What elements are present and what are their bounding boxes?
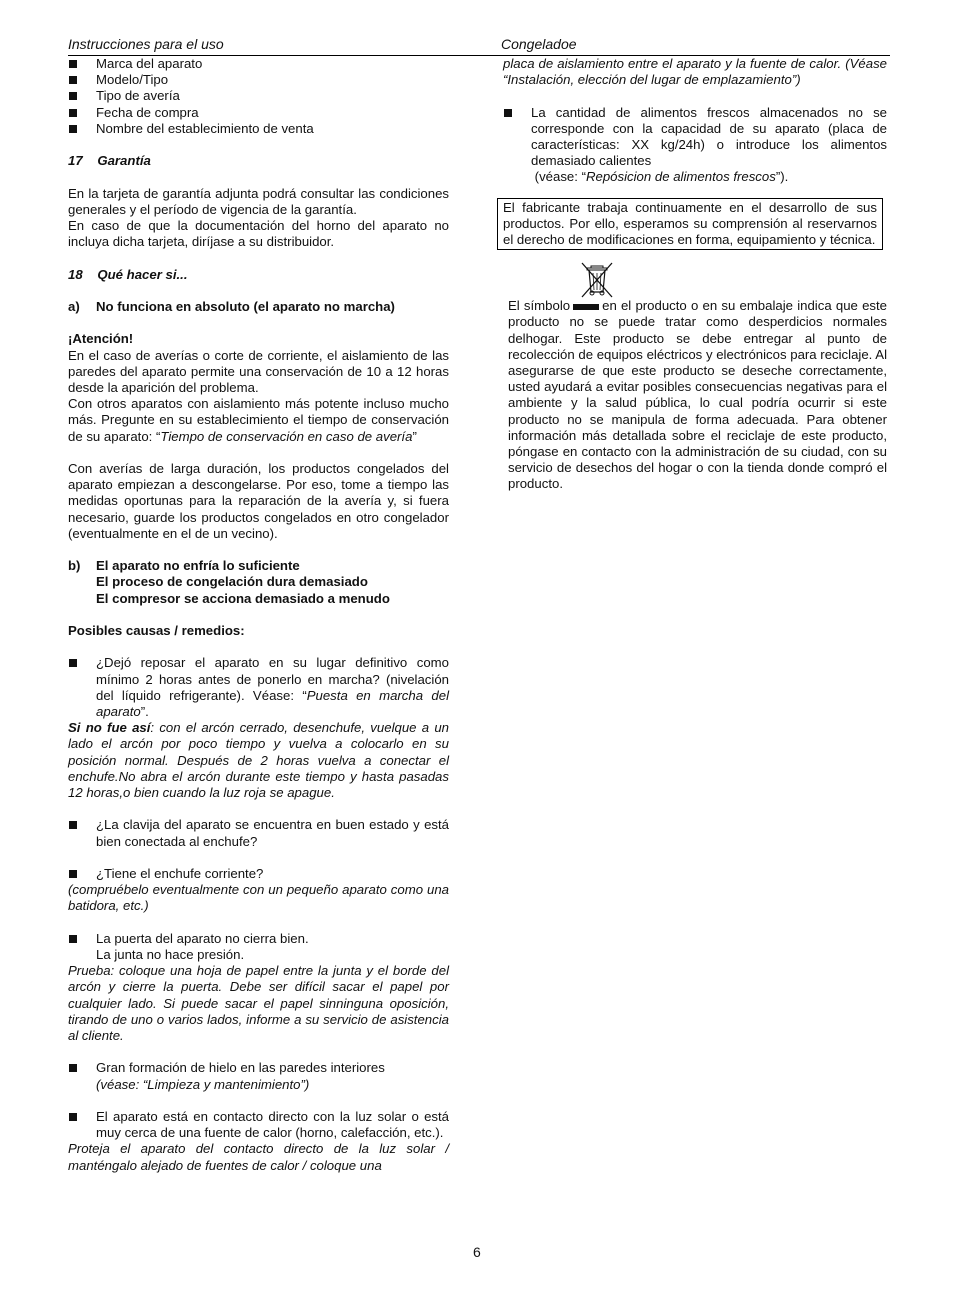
cause-note: Si no fue así: con el arcón cerrado, desenchufe, vuelque a un lado el arcón por poco tiempo y vuelva a colocarlo en su posición normal. Después de 2 horas vuelva a conectar el enchufe.No abra el arcón durante este tiempo y hasta pasadas 12 horas,o bien cuando la luz roja se apague. <box>68 720 449 800</box>
weee-bin-icon <box>580 262 614 298</box>
bullet-icon <box>68 72 96 88</box>
attention-paragraph-3: Con averías de larga duración, los productos congelados del aparato empiezan a descongelarse. Por eso, tome a tiempo las medidas oportunas para la reparación de la avería y, si fuera necesario, guarde los productos congelados en otro congelador (eventualmente en el de un vecino). <box>68 460 449 541</box>
list-item: Marca del aparato <box>68 56 449 72</box>
manufacturer-notice-box <box>497 198 883 251</box>
bullet-icon <box>68 1109 96 1141</box>
cause-note: (compruébelo eventualmente con un pequeño aparato como una batidora, etc.) <box>68 882 449 914</box>
subsection-a-heading: a) No funciona en absoluto (el aparato no marcha) <box>68 298 395 314</box>
header-title: Instrucciones para el uso <box>68 36 224 52</box>
left-column <box>68 56 449 1174</box>
bullet-icon <box>68 931 96 963</box>
warranty-paragraph-1: En la tarjeta de garantía adjunta podrá consultar las condiciones generales y el período de vigencia de la garantía. <box>68 185 449 217</box>
cause-item: ¿Dejó reposar el aparato en su lugar definitivo como mínimo 2 horas antes de ponerlo en marcha? (nivelación del líquido refrigerante). Véase: “Puesta en marcha del aparato”. <box>68 655 449 720</box>
page-number: 6 <box>473 1244 481 1260</box>
attention-paragraph-2: Con otros aparatos con aislamiento más potente incluso mucho más. Pregunte en su establecimiento el tiempo de conservación de su aparato: “Tiempo de conservación en caso de avería” <box>68 396 449 444</box>
weee-paragraph: El símbolo en el producto o en su embalaje indica que este producto no se puede tratar como desperdicios normales delhogar. Este producto se debe entregar al punto de recolección de equipos eléctricos y electrónicos para reciclaje. Al asegurarse de que este producto se deseche correctamente, usted ayudará a evitar posibles consecuencias negativas para el ambiente y la salud pública, lo cual podría ocurrir si este producto no se manipula de forma adecuada. Para obtener información más detallada sobre el reciclaje de este producto, póngase en contacto con la administración de su ciudad, con su servicio de desechos del hogar o con la tienda donde compró el producto. <box>508 298 887 492</box>
bullet-icon <box>68 88 96 104</box>
attention-heading: ¡Atención! <box>68 331 134 347</box>
cause-note: Prueba: coloque una hoja de papel entre la junta y el borde del arcón y cierre la puerta. Debe ser difícil sacar el papel por cualquier lado. Si puede sacar el papel sinninguna oposición, tirando de uno o varios lados, informe a su servicio de asistencia al cliente. <box>68 963 449 1043</box>
bullet-icon <box>68 56 96 72</box>
bullet-icon <box>68 121 96 137</box>
causes-heading: Posibles causas / remedios: <box>68 622 245 638</box>
section-17-heading: 17 Garantía <box>68 153 151 169</box>
bullet-icon <box>68 817 96 849</box>
manufacturer-notice: El fabricante trabaja continuamente en el desarrollo de sus productos. Por ello, esperamos su comprensión al reservarnos el derecho de modificaciones en forma, equipamiento y técnica. <box>503 199 877 248</box>
bullet-icon <box>68 105 96 121</box>
cause-item: Gran formación de hielo en las paredes interiores (véase: “Limpieza y mantenimiento”) <box>68 1060 449 1092</box>
cause-item: ¿Tiene el enchufe corriente? <box>68 866 449 882</box>
bullet-icon <box>68 1060 96 1092</box>
cause-item: El aparato está en contacto directo con la luz solar o está muy cerca de una fuente de calor (horno, calefacción, etc.). <box>68 1109 449 1141</box>
black-bar-icon <box>573 304 599 310</box>
cause-item: La cantidad de alimentos frescos almacenados no se corresponde con la capacidad de su aparato (placa de características: XX kg/24h) o introduce los alimentos demasiado calientes (véase: “Repósicion de alimentos frescos”). <box>503 105 887 186</box>
cause-item: La puerta del aparato no cierra bien. La junta no hace presión. <box>68 931 449 963</box>
warranty-paragraph-2: En caso de que la documentación del horno del aparato no incluya dicha tarjeta, diríjase a su distribuidor. <box>68 218 449 250</box>
list-item: Modelo/Tipo <box>68 72 449 88</box>
header-product: Congeladoe <box>501 36 577 52</box>
list-item: Fecha de compra <box>68 105 449 121</box>
bullet-icon <box>68 655 96 720</box>
continued-note: placa de aislamiento entre el aparato y la fuente de calor. (Véase “Instalación, elección del lugar de emplazamiento”) <box>503 56 887 88</box>
bullet-icon <box>68 866 96 882</box>
list-item: Nombre del establecimiento de venta <box>68 121 449 137</box>
list-item: Tipo de avería <box>68 88 449 104</box>
cause-item: ¿La clavija del aparato se encuentra en buen estado y está bien conectada al enchufe? <box>68 817 449 849</box>
subsection-b-heading: b) El aparato no enfría lo suficiente El proceso de congelación dura demasiado El compresor se acciona demasiado a menudo <box>68 558 390 606</box>
attention-paragraph-1: En el caso de averías o corte de corriente, el aislamiento de las paredes del aparato permite una conservación de 10 a 12 horas desde la aparición del problema. <box>68 347 449 395</box>
right-column <box>503 56 887 493</box>
cause-note: Proteja el aparato del contacto directo de la luz solar / manténgalo alejado de fuentes de calor / coloque una <box>68 1141 449 1173</box>
bullet-icon <box>503 105 531 186</box>
section-18-heading: 18 Qué hacer si... <box>68 266 188 282</box>
